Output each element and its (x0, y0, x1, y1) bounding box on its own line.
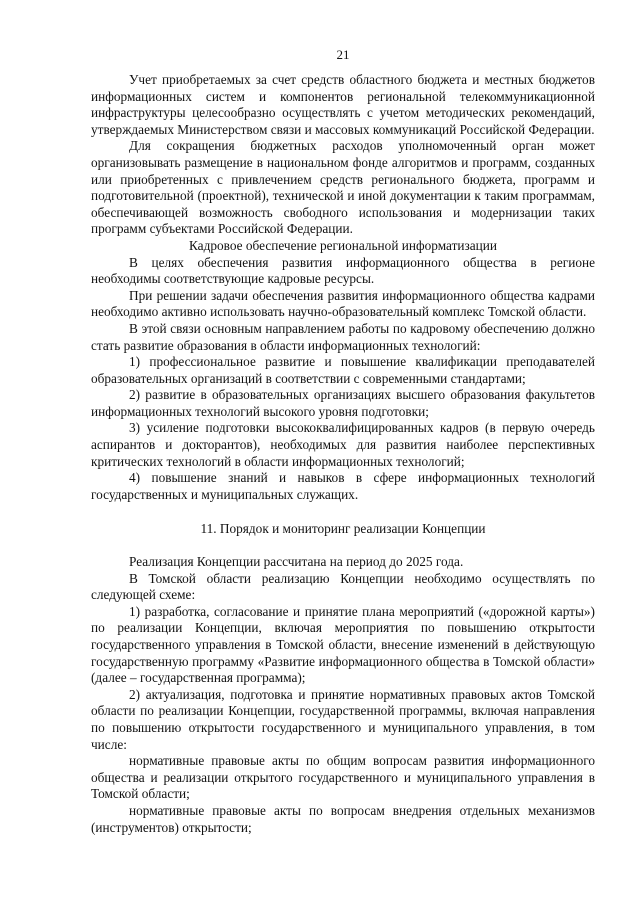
page-number: 21 (336, 47, 350, 62)
list-item-highly-qualified-staff: 3) усиление подготовки высококвалифицированных кадров (в первую очередь аспирантов и докторантов), необходимых для развития наиболее перспективных критических технологий в области информационных технологий; (91, 420, 595, 469)
paragraph-main-direction: В этой связи основным направлением работы по кадровому обеспечению должно стать развитие образования в области информационных технологий: (91, 320, 595, 353)
paragraph-algorithm-fund: Для сокращения бюджетных расходов уполномоченный орган может организовывать размещение в национальном фонде алгоритмов и программ, созданных или приобретенных с привлечением средств регионального бюджета, программ и подготовительной (проектной), технической и иной документации к таким программам, обеспечивающей возможность свободного использования и модернизации таких программ субъектами Российской Федерации. (91, 138, 595, 237)
list-item-teacher-development: 1) профессиональное развитие и повышение квалификации преподавателей образовательных организаций в соответствии с современными стандартами; (91, 354, 595, 386)
list-item-it-faculties: 2) развитие в образовательных организациях высшего образования факультетов информационных технологий высокого уровня подготовки; (91, 387, 595, 419)
paragraph-openness-legal-acts: нормативные правовые акты по вопросам внедрения отдельных механизмов (инструментов) открытости; (91, 802, 595, 835)
paragraph-scheme: В Томской области реализацию Концепции необходимо осуществлять по следующей схеме: (91, 570, 595, 603)
paragraph-budget-accounting: Учет приобретаемых за счет средств областного бюджета и местных бюджетов информационных систем и компонентов региональной телекоммуникационной инфраструктуры целесообразно осуществлять с учетом методических рекомендаций, утверждаемых Министерством связи и массовых коммуникаций Российской Федерации. (91, 72, 595, 137)
subheading-staffing: Кадровое обеспечение региональной информатизации (188, 237, 498, 253)
document-body (91, 72, 595, 836)
list-item-roadmap: 1) разработка, согласование и принятие плана мероприятий («дорожной карты») по реализации Концепции, включая мероприятия по повышению открытости государственного управления в Томской области, внесение изменений в действующую государственную программу «Развитие информационного общества в Томской области» (далее – государственная программа); (91, 603, 595, 686)
list-item-legal-acts: 2) актуализация, подготовка и принятие нормативных правовых актов Томской области по реализации Концепции, государственной программы, включая направления по повышению открытости государственного и муниципального управления, в том числе: (91, 686, 595, 752)
paragraph-staff-resources: В целях обеспечения развития информационного общества в регионе необходимы соответствующие кадровые ресурсы. (91, 254, 595, 287)
paragraph-general-legal-acts: нормативные правовые акты по общим вопросам развития информационного общества и реализации открытого государственного и муниципального управления в Томской области; (91, 753, 595, 802)
paragraph-period: Реализация Концепции рассчитана на период до 2025 года. (129, 554, 464, 570)
section-heading-implementation: 11. Порядок и мониторинг реализации Концепции (200, 521, 486, 537)
list-item-civil-servants: 4) повышение знаний и навыков в сфере информационных технологий государственных и муниципальных служащих. (91, 470, 595, 502)
paragraph-science-complex: При решении задачи обеспечения развития информационного общества кадрами необходимо активно использовать научно-образовательный комплекс Томской области. (91, 287, 595, 320)
document-page (91, 0, 595, 836)
